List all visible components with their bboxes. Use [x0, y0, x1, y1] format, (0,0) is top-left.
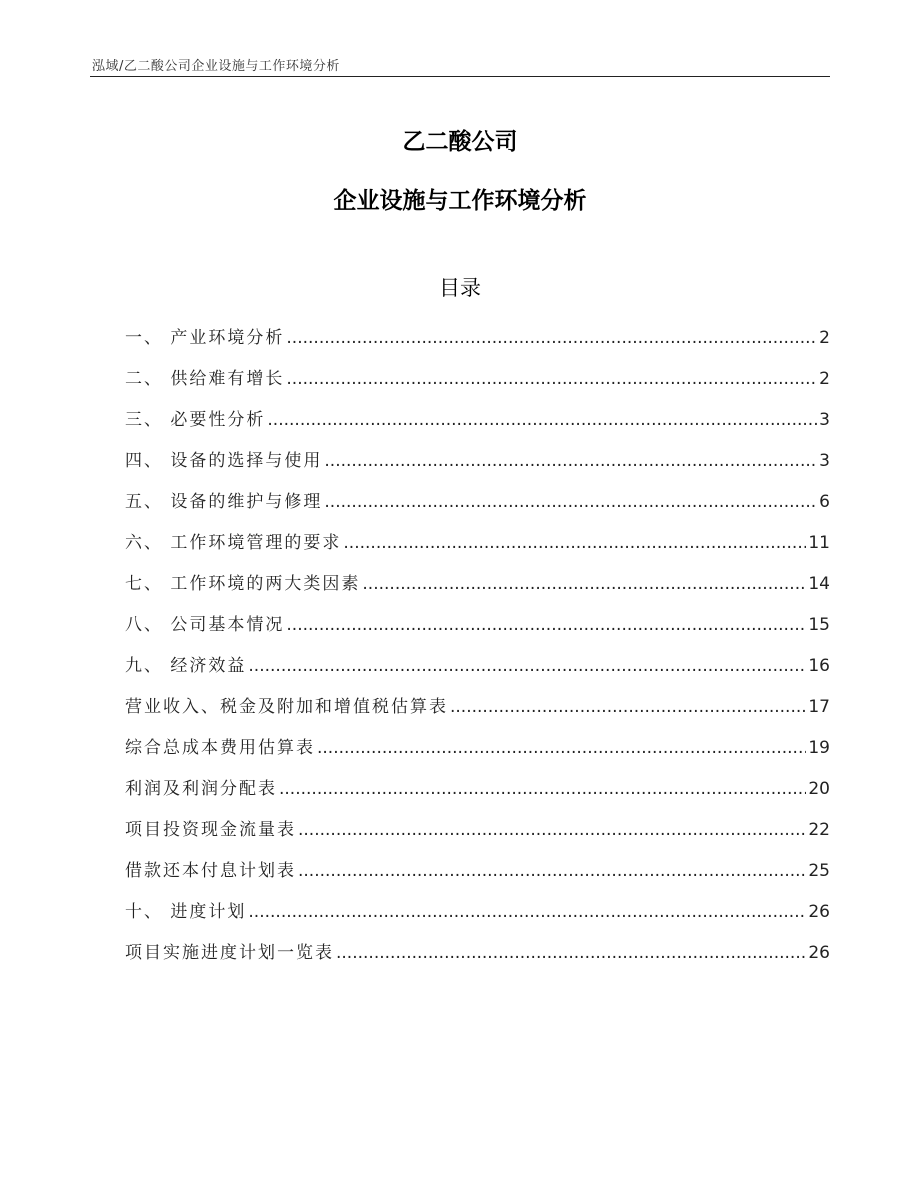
toc-entry-label: 八、 公司基本情况 — [125, 615, 285, 635]
toc-entry-page: 22 — [808, 820, 830, 840]
running-header: 泓域/乙二酸公司企业设施与工作环境分析 — [92, 59, 340, 74]
toc-entry-page: 6 — [819, 492, 830, 512]
toc-leader-dots — [298, 861, 806, 881]
toc-entry[interactable] — [125, 364, 830, 405]
toc-leader-dots — [267, 410, 817, 430]
toc-entry[interactable] — [125, 692, 830, 733]
toc-entry[interactable] — [125, 815, 830, 856]
toc-entry-page: 26 — [808, 943, 830, 963]
toc-leader-dots — [324, 451, 817, 471]
toc-entry[interactable] — [125, 569, 830, 610]
document-subtitle: 企业设施与工作环境分析 — [333, 188, 587, 214]
toc-entry-page: 19 — [808, 738, 830, 758]
toc-entry-label: 利润及利润分配表 — [125, 779, 277, 799]
toc-entry-page: 16 — [808, 656, 830, 676]
toc-entry-label: 项目投资现金流量表 — [125, 820, 296, 840]
toc-entry-label: 营业收入、税金及附加和增值税估算表 — [125, 697, 448, 717]
toc-leader-dots — [279, 779, 806, 799]
toc-entry-label: 六、 工作环境管理的要求 — [125, 533, 342, 553]
header-divider — [90, 76, 830, 77]
toc-leader-dots — [298, 820, 806, 840]
toc-entry-page: 2 — [819, 328, 830, 348]
toc-leader-dots — [248, 656, 806, 676]
toc-entry-page: 14 — [808, 574, 830, 594]
toc-entry-label: 九、 经济效益 — [125, 656, 247, 676]
toc-entry[interactable] — [125, 610, 830, 651]
toc-entry[interactable] — [125, 733, 830, 774]
toc-entry-page: 3 — [819, 410, 830, 430]
toc-entry[interactable] — [125, 856, 830, 897]
toc-entry-page: 2 — [819, 369, 830, 389]
toc-entry-label: 五、 设备的维护与修理 — [125, 492, 323, 512]
toc-entry-page: 3 — [819, 451, 830, 471]
toc-leader-dots — [343, 533, 806, 553]
toc-entry-page: 20 — [808, 779, 830, 799]
toc-leader-dots — [450, 697, 806, 717]
toc-entry-label: 三、 必要性分析 — [125, 410, 266, 430]
toc-leader-dots — [317, 738, 806, 758]
toc-entry-label: 项目实施进度计划一览表 — [125, 943, 334, 963]
toc-entry[interactable] — [125, 323, 830, 364]
toc-entry[interactable] — [125, 774, 830, 815]
table-of-contents — [125, 323, 830, 979]
toc-entry-label: 一、 产业环境分析 — [125, 328, 285, 348]
toc-leader-dots — [286, 328, 817, 348]
toc-entry-page: 17 — [808, 697, 830, 717]
toc-entry-label: 借款还本付息计划表 — [125, 861, 296, 881]
toc-leader-dots — [324, 492, 817, 512]
toc-entry-label: 七、 工作环境的两大类因素 — [125, 574, 361, 594]
toc-leader-dots — [286, 615, 806, 635]
toc-leader-dots — [336, 943, 806, 963]
document-title: 乙二酸公司 — [402, 129, 518, 155]
toc-entry-label: 十、 进度计划 — [125, 902, 247, 922]
toc-leader-dots — [286, 369, 817, 389]
toc-entry-label: 综合总成本费用估算表 — [125, 738, 315, 758]
toc-entry[interactable] — [125, 405, 830, 446]
toc-entry-label: 四、 设备的选择与使用 — [125, 451, 323, 471]
toc-leader-dots — [362, 574, 806, 594]
toc-entry[interactable] — [125, 528, 830, 569]
toc-entry-page: 15 — [808, 615, 830, 635]
toc-entry[interactable] — [125, 651, 830, 692]
toc-entry[interactable] — [125, 897, 830, 938]
toc-leader-dots — [248, 902, 806, 922]
toc-heading: 目录 — [439, 276, 481, 300]
toc-entry-page: 11 — [808, 533, 830, 553]
toc-entry-label: 二、 供给难有增长 — [125, 369, 285, 389]
toc-entry[interactable] — [125, 487, 830, 528]
toc-entry-page: 26 — [808, 902, 830, 922]
toc-entry[interactable] — [125, 938, 830, 979]
toc-entry[interactable] — [125, 446, 830, 487]
toc-entry-page: 25 — [808, 861, 830, 881]
